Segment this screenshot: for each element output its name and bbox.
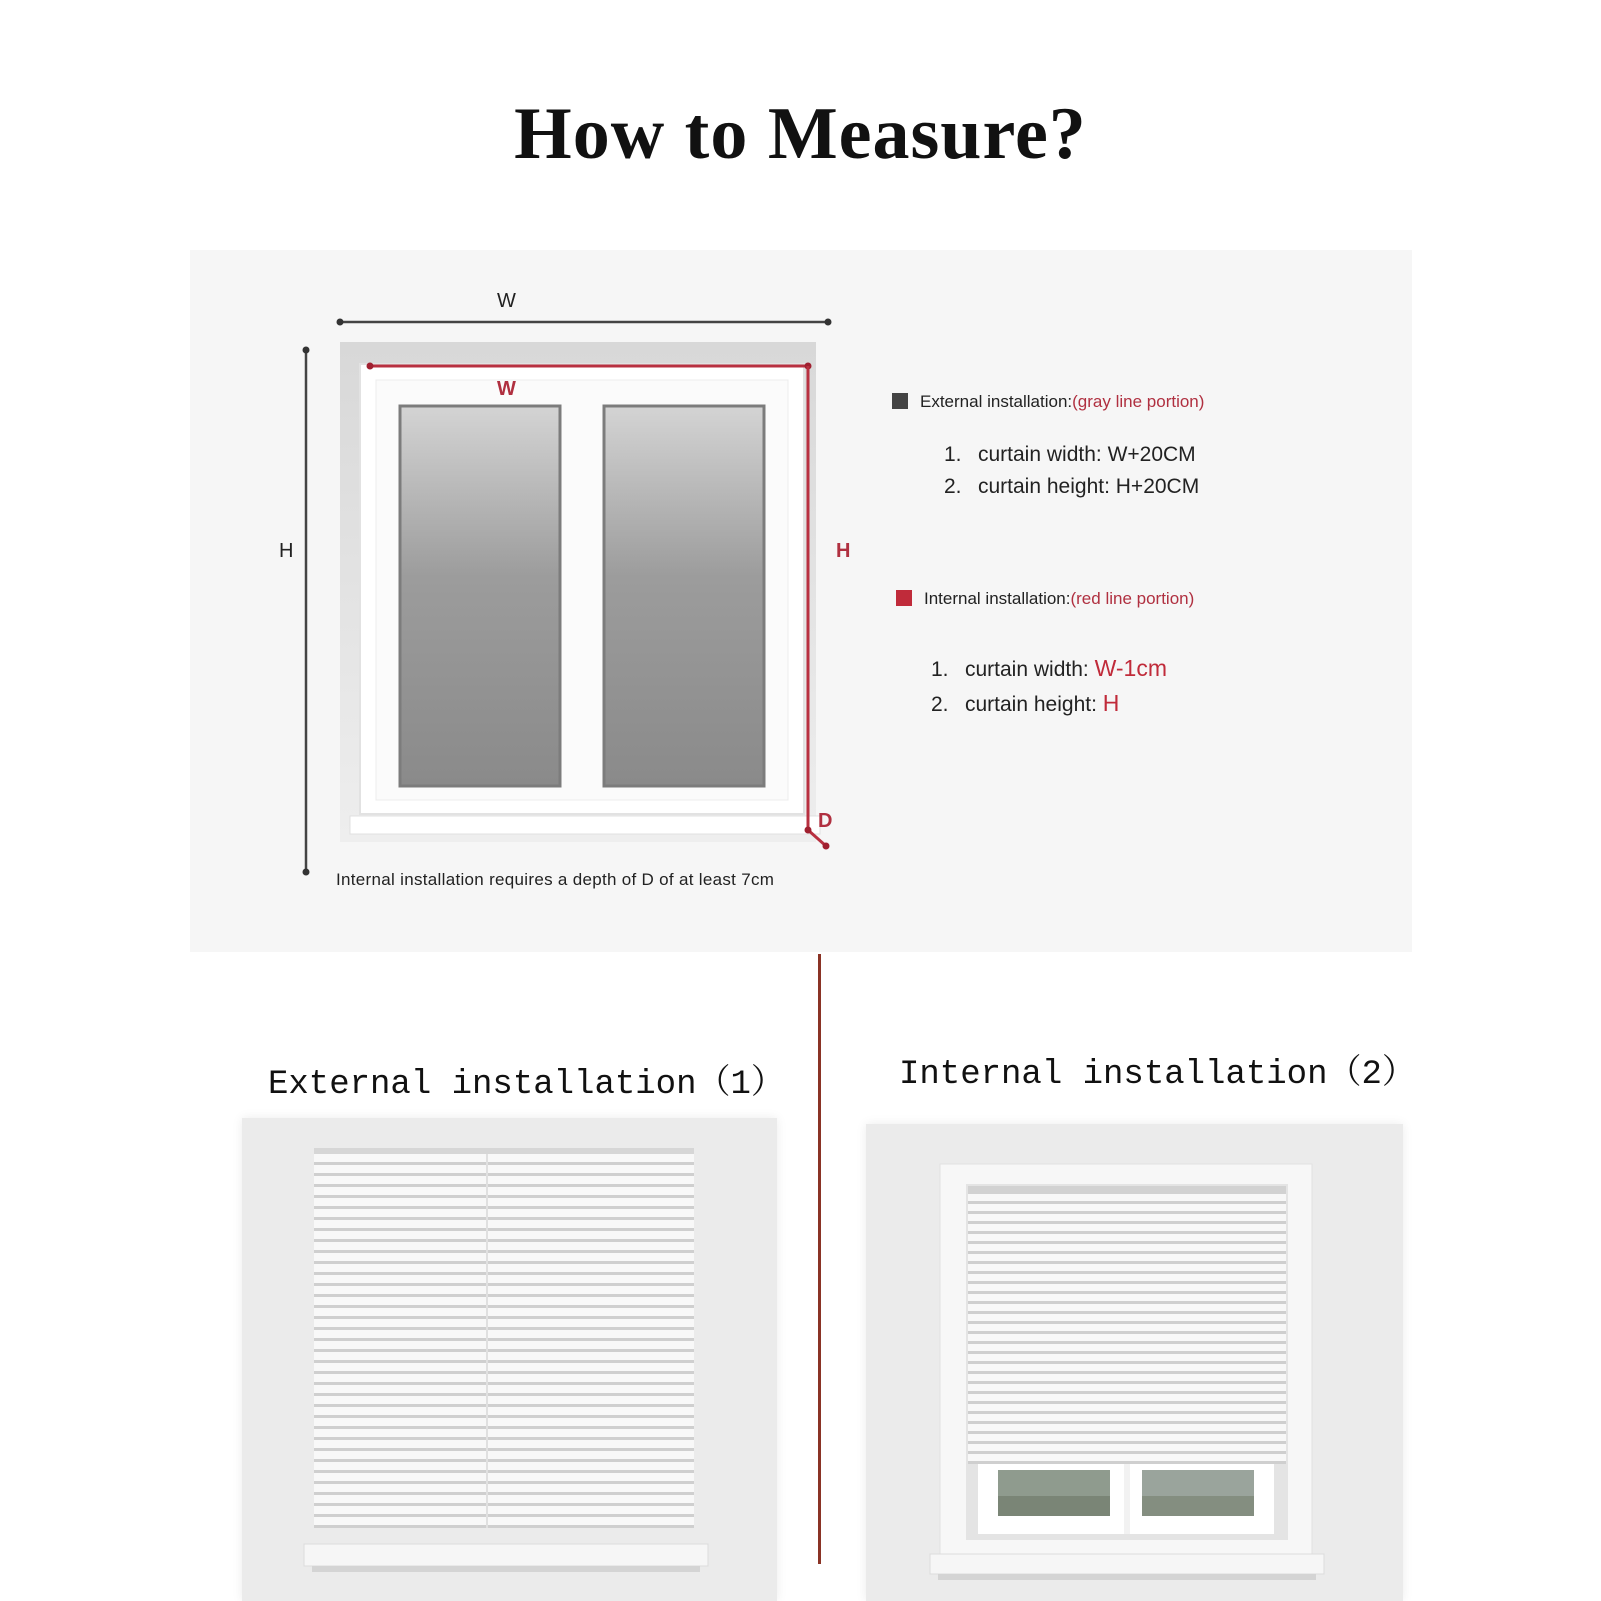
section-divider	[818, 954, 821, 1564]
inner-height-label: H	[836, 540, 851, 562]
internal-blind-illustration	[866, 1124, 1403, 1601]
outer-height-label: H	[279, 540, 294, 562]
external-width-item: 1. curtain width: W+20CM	[944, 443, 1196, 466]
red-square-icon	[896, 590, 912, 606]
external-example-heading: External installation（1）	[268, 1066, 785, 1104]
external-blind-illustration	[242, 1118, 777, 1601]
internal-legend-heading: Internal installation:(red line portion)	[896, 589, 1194, 609]
internal-installation-photo	[866, 1124, 1403, 1601]
external-legend-heading: External installation:(gray line portion)	[892, 392, 1204, 412]
depth-label: D	[818, 810, 833, 832]
external-installation-photo	[242, 1118, 777, 1601]
depth-note: Internal installation requires a depth of D of at least 7cm	[336, 870, 775, 889]
outer-width-label: W	[497, 290, 516, 312]
gray-square-icon	[892, 393, 908, 409]
left-pane	[400, 406, 560, 786]
window-sill	[350, 816, 820, 834]
measurement-diagram	[190, 250, 1412, 952]
external-height-item: 2. curtain height: H+20CM	[944, 475, 1200, 498]
right-pane	[604, 406, 764, 786]
page-title: How to Measure?	[514, 93, 1087, 175]
window-drawing	[190, 250, 1412, 952]
inner-width-label: W	[497, 378, 516, 400]
internal-height-item: 2. curtain height: H	[931, 690, 1120, 716]
internal-width-item: 1. curtain width: W-1cm	[931, 655, 1167, 681]
internal-example-heading: Internal installation（2）	[899, 1056, 1416, 1094]
